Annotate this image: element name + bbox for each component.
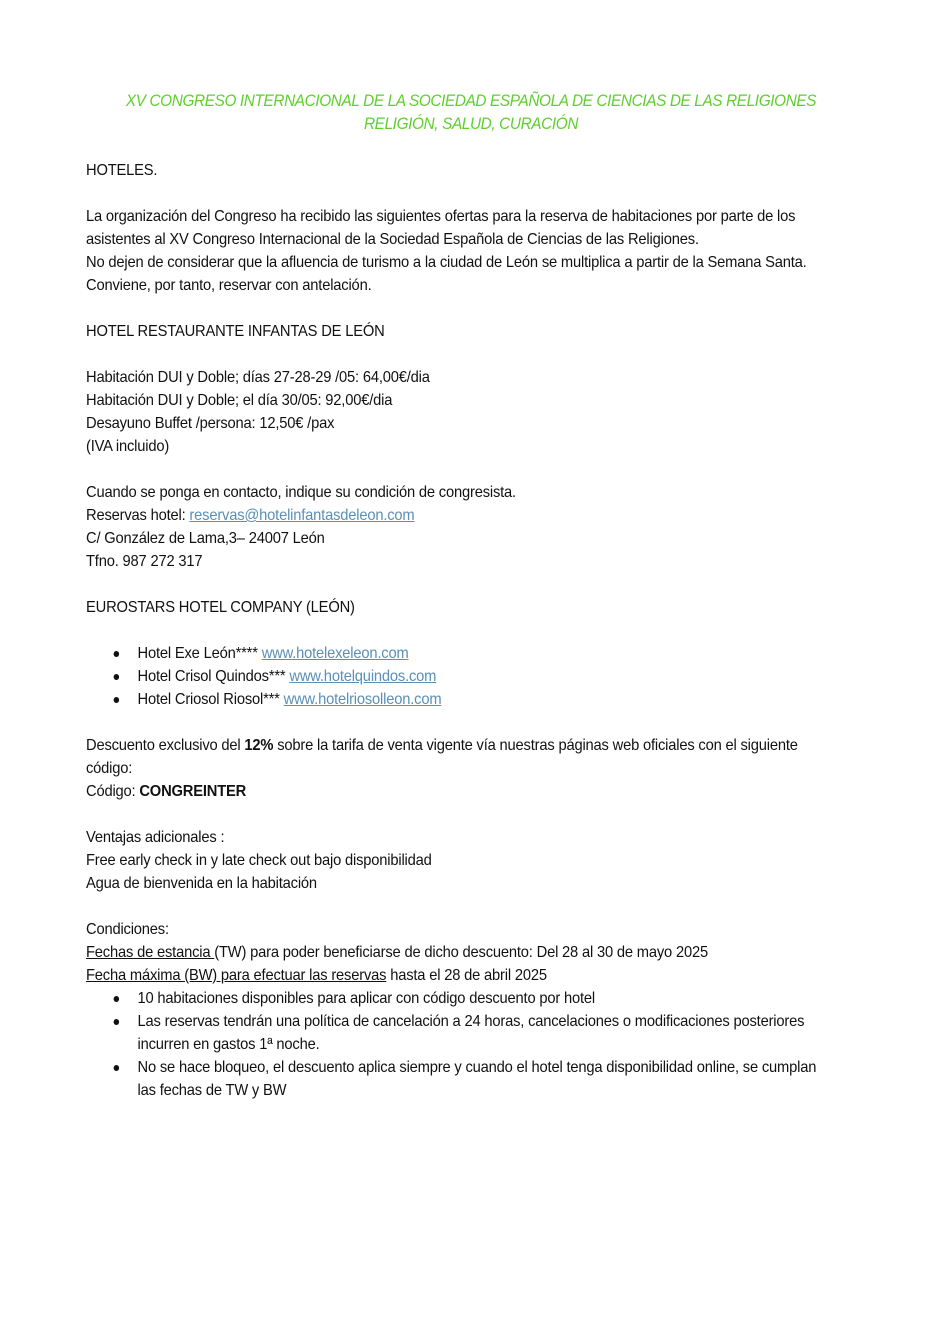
ventaja-1: Free early check in y late check out bajo disponibilidad — [86, 852, 432, 869]
hotel1-phone: Tfno. 987 272 317 — [86, 553, 203, 570]
fechas-estancia-underlined: Fechas de estancia — [86, 944, 215, 961]
hotel1-address: C/ González de Lama,3– 24007 León — [86, 530, 325, 547]
fechas-estancia — [86, 941, 794, 964]
document-title: XV CONGRESO INTERNACIONAL DE LA SOCIEDAD ESPAÑOLA DE CIENCIAS DE LAS RELIGIONES RELIGIÓN, SALUD, CURACIÓN — [125, 92, 817, 133]
bullet-icon — [114, 1019, 120, 1025]
reservas-label: Reservas hotel: — [86, 507, 190, 524]
intro-line-1: La organización del Congreso ha recibido las siguientes ofertas para la reserva de habitaciones por parte de los — [86, 208, 796, 225]
hotel-list — [86, 642, 856, 711]
hotel1-contact-note: Cuando se ponga en contacto, indique su condición de congresista. — [86, 484, 516, 501]
condition-text: Las reservas tendrán una política de cancelación a 24 horas, cancelaciones o modificaciones posteriores incurren en gastos 1ª noche. — [137, 1013, 805, 1053]
bullet-icon — [114, 1065, 120, 1071]
intro-line-2: asistentes al XV Congreso Internacional de la Sociedad Española de Ciencias de las Religiones. — [86, 231, 699, 248]
fecha-maxima-underlined: Fecha máxima (BW) para efectuar las reservas — [86, 967, 387, 984]
condition-text: No se hace bloqueo, el descuento aplica siempre y cuando el hotel tenga disponibilidad online, se cumplan las fechas de TW y BW — [137, 1059, 817, 1099]
ventajas-label: Ventajas adicionales : — [86, 829, 225, 846]
hotel1-breakfast: Desayuno Buffet /persona: 12,50€ /pax — [86, 415, 335, 432]
hotel-name: Hotel Crisol Quindos*** — [137, 668, 290, 685]
discount-code — [86, 780, 794, 803]
hotel1-reservas — [86, 504, 794, 527]
fecha-maxima-rest: hasta el 28 de abril 2025 — [386, 967, 547, 984]
hotel-website-link[interactable]: www.hotelriosolleon.com — [283, 691, 442, 708]
document-page — [86, 90, 856, 1102]
hotel-name: Hotel Criosol Riosol*** — [137, 691, 284, 708]
discount-percent: 12% — [244, 737, 274, 754]
hotel-list-item — [86, 642, 794, 665]
hoteles-heading-text: HOTELES — [86, 162, 154, 179]
condition-item — [86, 1010, 818, 1056]
conditions-list — [86, 987, 856, 1102]
intro-line-4: Conviene, por tanto, reservar con antelación. — [86, 277, 372, 294]
code-value: CONGREINTER — [139, 783, 247, 800]
hoteles-heading-dot: . — [153, 162, 158, 179]
bullet-icon — [114, 651, 120, 657]
bullet-icon — [114, 697, 120, 703]
hotel-website-link[interactable]: www.hotelexeleon.com — [261, 645, 409, 662]
hotel2-heading: EUROSTARS HOTEL COMPANY (LEÓN) — [86, 599, 355, 616]
bullet-icon — [114, 674, 120, 680]
hoteles-heading — [86, 159, 794, 182]
hotel-name: Hotel Exe León**** — [137, 645, 262, 662]
condition-item — [86, 987, 794, 1010]
condition-text: 10 habitaciones disponibles para aplicar con código descuento por hotel — [137, 990, 596, 1007]
discount-post: sobre la tarifa de venta vigente vía nuestras páginas web oficiales con el siguiente — [273, 737, 798, 754]
ventaja-2: Agua de bienvenida en la habitación — [86, 875, 317, 892]
discount-line-1 — [86, 734, 798, 757]
discount-line-2: código: — [86, 760, 133, 777]
code-label: Código: — [86, 783, 140, 800]
fecha-maxima — [86, 964, 794, 987]
condition-item — [86, 1056, 818, 1102]
discount-pre: Descuento exclusivo del — [86, 737, 245, 754]
hotel1-heading: HOTEL RESTAURANTE INFANTAS DE LEÓN — [86, 323, 385, 340]
reservas-email-link[interactable]: reservas@hotelinfantasdeleon.com — [189, 507, 415, 524]
hotel1-rate-1: Habitación DUI y Doble; días 27-28-29 /05: 64,00€/dia — [86, 369, 430, 386]
condiciones-label: Condiciones: — [86, 921, 169, 938]
hotel1-vat: (IVA incluido) — [86, 438, 170, 455]
bullet-icon — [114, 996, 120, 1002]
hotel-list-item — [86, 688, 794, 711]
hotel1-rate-2: Habitación DUI y Doble; el día 30/05: 92,00€/dia — [86, 392, 393, 409]
hotel-list-item — [86, 665, 794, 688]
intro-line-3: No dejen de considerar que la afluencia de turismo a la ciudad de León se multiplica a partir de la Semana Santa. — [86, 254, 807, 271]
fechas-estancia-rest: (TW) para poder beneficiarse de dicho descuento: Del 28 al 30 de mayo 2025 — [214, 944, 708, 961]
hotel-website-link[interactable]: www.hotelquindos.com — [289, 668, 437, 685]
